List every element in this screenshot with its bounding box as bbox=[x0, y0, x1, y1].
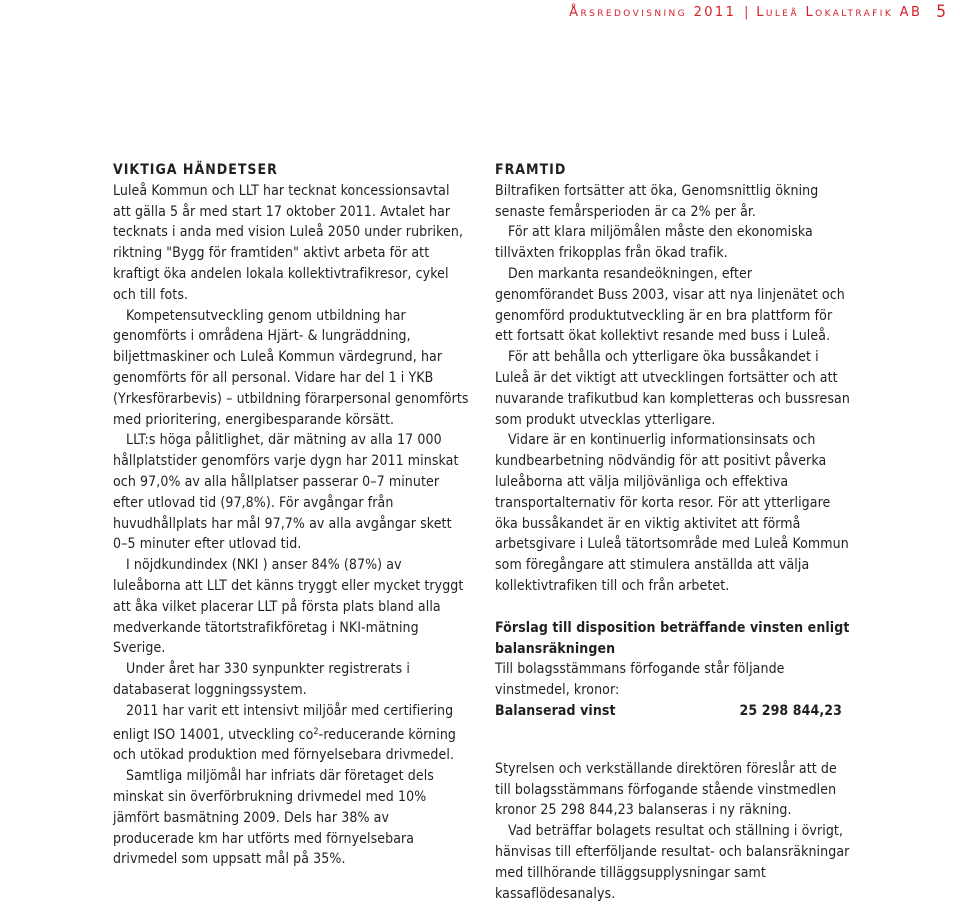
proposal-heading: Förslag till disposition beträffande vinsten enligt balansräkningen bbox=[495, 619, 850, 657]
page-header bbox=[569, 0, 946, 24]
future-paragraph-3: Den markanta resandeökningen, efter genomförandet Buss 2003, visar att nya linjenätet och genomförd produktutveckling är en bra plattform för ett fortsatt ökat kollektivt resande med buss i Luleå. bbox=[495, 265, 845, 345]
right-column bbox=[495, 160, 850, 904]
spacer bbox=[495, 597, 850, 618]
future-paragraph-1: Biltrafiken fortsätter att öka, Genomsnittlig ökning senaste femårsperioden är ca 2% per år. bbox=[495, 182, 819, 220]
section-heading-events: VIKTIGA HÄNDETSER bbox=[113, 162, 278, 178]
future-paragraph-5: Vidare är en kontinuerlig informationsinsats och kundbearbetning nödvändig för att positivt påverka luleåborna att välja miljövänliga och effektiva transportalternativ för korta resor. För att ytterligare öka bussåkandet är en viktig aktivitet att förmå arbetsgivare i Luleå tätortsområde med Luleå Kommun som föregångare att stimulera anställda att välja kollektivtrafiken till och från arbetet. bbox=[495, 432, 849, 594]
spacer bbox=[495, 722, 850, 743]
events-paragraph-6-b: -reducerande körning och utökad produktion med förnyelsebara drivmedel. bbox=[113, 726, 457, 764]
section-heading-future: FRAMTID bbox=[495, 162, 567, 178]
events-paragraph-2: Kompetensutveckling genom utbildning har genomförts i områdena Hjärt- & lungräddning, biljettmaskiner och Luleå Kommun värdegrund, har genomförts för all personal. Vidare har del 1 i YKB (Yrkesförarbevis) – utbildning förarpersonal genomförts med prioritering, energibesparande körsätt. bbox=[113, 307, 469, 428]
events-paragraph-5: Under året har 330 synpunkter registrerats i databaserat loggningssystem. bbox=[113, 661, 410, 698]
balance-label: Balanserad vinst bbox=[495, 702, 616, 719]
events-paragraph-4: I nöjdkundindex (NKI ) anser 84% (87%) av luleåborna att LLT det känns tryggt eller mycket tryggt att åka vilket placerar LLT på första plats bland alla medverkande tätortstrafikföretag i NKI-mätning Sverige. bbox=[113, 557, 464, 657]
report-title: Årsredovisning 2011 bbox=[569, 4, 737, 20]
events-paragraph-6-a: 2011 har varit ett intensivt miljöår med certifiering enligt ISO 14001, utveckling co bbox=[113, 702, 454, 743]
events-paragraph-6 bbox=[113, 701, 469, 766]
future-paragraph-4: För att behålla och ytterligare öka bussåkandet i Luleå är det viktigt att utvecklingen fortsätter och att nuvarande trafikutbud kan kompletteras och bussresan som produkt utvecklas ytterligare. bbox=[495, 349, 850, 428]
header-separator: | bbox=[744, 4, 749, 20]
events-paragraph-3: LLT:s höga pålitlighet, där mätning av alla 17 000 hållplatstider genomförs varje dygn har 2011 minskat och 97,0% av alla hållplatser passerar 0–7 minuter efter utlovad tid (97,8%). För avgångar från huvudhållplats har mål 97,7% av alla avgångar skett 0–5 minuter efter utlovad tid. bbox=[113, 432, 459, 553]
co2-subscript: 2 bbox=[313, 726, 319, 737]
events-paragraph-1: Luleå Kommun och LLT har tecknat koncessionsavtal att gälla 5 år med start 17 oktober 2011. Avtalet har tecknats i anda med vision Luleå 2050 under rubriken, riktning "Bygg för framtiden" aktivt arbeta för att kraftigt öka andelen lokala kollektivtrafikresor, cykel och till fots. bbox=[113, 182, 464, 303]
future-paragraph-2: För att klara miljömålen måste den ekonomiska tillväxten frikopplas från ökad trafik. bbox=[495, 224, 813, 262]
proposal-text: Till bolagsstämmans förfogande står följande vinstmedel, kronor: bbox=[495, 661, 785, 699]
reference-paragraph: Vad beträffar bolagets resultat och ställning i övrigt, hänvisas till efterföljande resultat- och balansräkningar med tillhörande tilläggsupplysningar samt kassaflödesanalys. bbox=[495, 823, 850, 902]
company-name: Luleå Lokaltrafik AB bbox=[756, 4, 923, 20]
balance-value: 25 298 844,23 bbox=[739, 702, 842, 719]
events-paragraph-7: Samtliga miljömål har infriats där företaget dels minskat sin överförbrukning drivmedel med 10% jämfört basmätning 2009. Dels har 38% av producerade km har utförts med förnyelsebara drivmedel som uppsatt mål på 35%. bbox=[113, 768, 434, 868]
balance-row bbox=[495, 701, 842, 722]
left-column bbox=[113, 160, 469, 870]
board-proposal-paragraph: Styrelsen och verkställande direktören föreslår att de till bolagsstämmans förfogande stående vinstmedlen kronor 25 298 844,23 balanseras i ny räkning. bbox=[495, 760, 837, 819]
spacer bbox=[495, 743, 850, 759]
page-number: 5 bbox=[936, 2, 946, 22]
